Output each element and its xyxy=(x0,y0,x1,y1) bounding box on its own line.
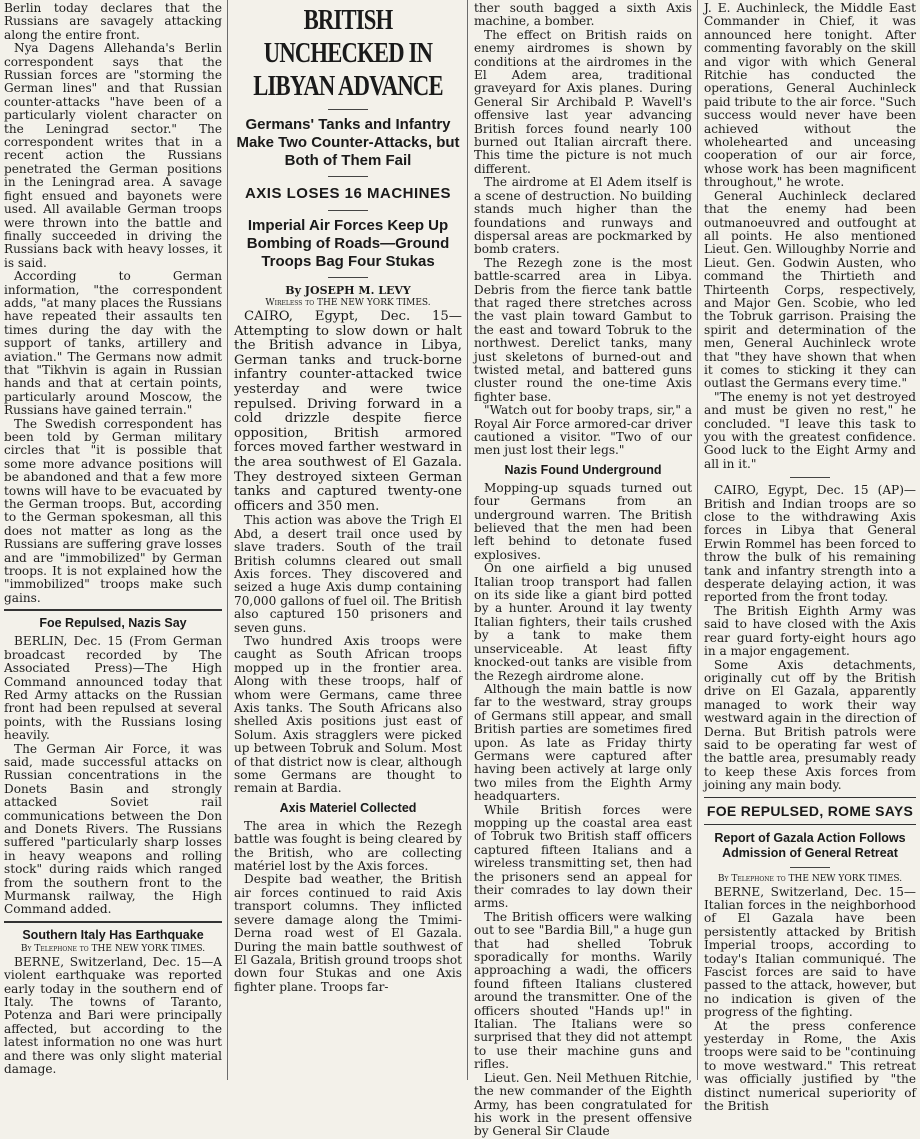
paragraph: BERNE, Switzerland, Dec. 15—A violent earthquake was reported early today in the southern end of Italy. The towns of Taranto, Potenza and Bari were principally affected, but according to the latest information no one was hurt and there was only slight material damage. xyxy=(4,954,222,1077)
paragraph: The effect on British raids on enemy airdromes is shown by conditions at the airdromes in the El Adem area, traditional graveyard for Axis planes. During General Sir Archibald P. Wavell's offensive last year advancing British forces found nearly 100 burned out Italian aircraft there. This time the picture is not much different. xyxy=(474,27,692,176)
paragraph: Some Axis detachments, originally cut off by the British drive on El Gazala, apparently managed to work their way westward again in the direction of Derna. But British patrols were said to be operating far west of the battle area, presumably ready to keep these Axis forces from joining any main body. xyxy=(704,657,916,793)
paragraph: The Swedish correspondent has been told by German military circles that "it is possible that some more advance positions will be abandoned and that a few more towns will have to be evacuated by the German troops. But, according to the German spokesman, all this does not matter as long as the Russians are suffering grave losses and are "immobilized" by German troops. It is not explained how the "immobilized" troops make such gains. xyxy=(4,416,222,605)
paragraph: The airdrome at El Adem itself is a scene of destruction. No building stands much higher than the foundations and runways and dispersal areas are pockmarked by bomb craters. xyxy=(474,175,692,257)
column-rule xyxy=(697,0,698,1080)
paragraph: BERNE, Switzerland, Dec. 15—Italian forces in the neighborhood of El Gazala have been persistently attacked by British Imperial troops, according to today's Italian communiqué. The Fascist forces are said to have passed to the attack, however, but no indication is given of the progress of the fighting. xyxy=(704,884,916,1020)
deck-headline: Imperial Air Forces Keep Up Bombing of Roads—Ground Troops Bag Four Stukas xyxy=(246,217,450,270)
paragraph: The German Air Force, it was said, made successful attacks on Russian concentrations in the Donets Basin and strongly attacked Soviet rail communications between the Don and Donets Rivers. The Russians suffered "particularly sharp losses in heavy weapons and rolling stock" during raids which ranged from the southern front to the Murmansk railway, the High Command added. xyxy=(4,741,222,917)
paragraph: Berlin today declares that the Russians are savagely attacking along the entire front. xyxy=(4,1,222,42)
divider xyxy=(790,477,830,478)
wire-credit: Wireless to THE NEW YORK TIMES. xyxy=(265,298,431,308)
deck-headline: AXIS LOSES 16 MACHINES xyxy=(244,185,452,202)
paragraph: On one airfield a big unused Italian troop transport had fallen on its side like a giant bird potted by a hunter. Around it lay twenty Italian fighters, their tails crushed by a tank to make them unserviceable. At least fifty knocked-out tanks are visible from the Rezegh airdrome alone. xyxy=(474,561,692,683)
column-4 xyxy=(700,0,920,1114)
column-rule xyxy=(467,0,468,1080)
paragraph: This action was above the Trigh El Abd, a desert trail once used by slave traders. South of the trail British columns cleared out small Axis forces. They discovered and seized a huge Axis dump containing 70,000 gallons of fuel oil. The British also captured 150 prisoners and seven guns. xyxy=(234,513,462,635)
main-headline: BRITISH UNCHECKED IN LIBYAN ADVANCE xyxy=(253,4,443,102)
paragraph: The British Eighth Army was said to have closed with the Axis rear guard forty-eight hours ago in a major engagement. xyxy=(704,603,916,659)
column-3 xyxy=(470,0,696,1139)
deck-headline: Germans' Tanks and Infantry Make Two Counter-Attacks, but Both of Them Fail xyxy=(236,116,460,169)
paragraph: The British officers were walking out to see "Bardia Bill," a huge gun that had shelled Tobruk sporadically for months. Warily approaching a wadi, the officers found fifteen Italians clustered around the transmitter. One of the officers shouted "Hands up!" in Italian. The Italians were so surprised that they did not attempt to use their machine guns and rifles. xyxy=(474,909,692,1072)
paragraph: According to German information, "the correspondent adds, "at many places the Russians have repeated their assaults ten times during the day with the support of tanks, artillery and aviation." The Germans now admit that "Tikhvin is again in Russian hands and that at certain points, particularly around Moscow, the Russians have gained terrain." xyxy=(4,269,222,418)
divider xyxy=(328,210,368,211)
divider xyxy=(328,176,368,177)
paragraph: ther south bagged a sixth Axis machine, a bomber. xyxy=(474,1,692,29)
paragraph: BERLIN, Dec. 15 (From German broadcast recorded by The Associated Press)—The High Command announced today that Red Army attacks on the Russian front had been repulsed at several points, with the Russians losing heavily. xyxy=(4,634,222,743)
paragraph: At the press conference yesterday in Rome, the Axis troops were said to be "continuing to move westward." This retreat was officially justified by "the distinct numerical superiority of the British xyxy=(704,1018,916,1114)
paragraph: "The enemy is not yet destroyed and must be given no rest," he concluded. "I leave this task to you with the greatest confidence. Good luck to the Eight Army and all in it." xyxy=(704,389,916,471)
subhead: Nazis Found Underground xyxy=(504,462,662,477)
column-1 xyxy=(0,0,226,1080)
wire-credit: By Telephone to THE NEW YORK TIMES. xyxy=(717,873,903,884)
headline-foe-repulsed: Foe Repulsed, Nazis Say xyxy=(39,616,187,631)
paragraph: CAIRO, Egypt, Dec. 15 (AP)—British and Indian troops are so close to the withdrawing Axis forces in Libya that General Erwin Rommel has been forced to throw the bulk of his remaining tank and infantry strength into a desperate delaying action, it was reported from the front today. xyxy=(704,483,916,605)
paragraph: General Auchinleck declared that the enemy had been outmanoeuvred and outfought at all points. He also mentioned Lieut. Gen. Willoughby Norrie and Lieut. Gen. Godwin Austen, who command the Thirtieth and Thirteenth Corps, respectively, and Major Gen. Scobie, who led the Tobruk garrison. Praising the spirit and determination of the men, General Auchinleck wrote that "they have shown that when it comes to sticking it they can outlast the Germans every time." xyxy=(704,188,916,391)
paragraph: J. E. Auchinleck, the Middle East Commander in Chief, it was announced here tonight. After commenting favorably on the skill and vigor with which General Ritchie has conducted the operations, General Auchinleck paid tribute to the air force. "Such success would never have been achieved without the wholehearted and unceasing cooperation of our air force, whose work has been magnificent throughout," he wrote. xyxy=(704,1,917,190)
paragraph: Nya Dagens Allehanda's Berlin correspondent says that the Russian forces are "storming the German lines" and that Russian counter-attacks "have been of a particularly violent character on the Leningrad sector." The correspondent writes that in a recent action the Russians penetrated the German positions in the Leningrad area. A savage fight ensued and bayonets were used. All available German troops were thrown into the battle and finally succeeded in driving the Russians back with heavy losses, it is said. xyxy=(4,41,222,270)
divider xyxy=(328,277,368,278)
divider xyxy=(4,609,222,611)
headline-earthquake: Southern Italy Has Earthquake xyxy=(22,927,204,942)
paragraph: Although the main battle is now far to the westward, stray groups of Germans still appear, and small British parties are sometimes fired upon. As late as Friday thirty Germans were captured after having been actively at large only two miles from the Eighth Army headquarters. xyxy=(474,681,692,804)
column-rule xyxy=(227,0,228,1080)
divider xyxy=(4,921,222,923)
paragraph: Mopping-up squads turned out four Germans from an underground warren. The British believed that the men had been left behind to detonate fused explosives. xyxy=(474,480,692,562)
wire-credit: By Telephone to THE NEW YORK TIMES. xyxy=(20,943,206,954)
paragraph: While British forces were mopping up the coastal area east of Tobruk two British staff officers captured fifteen Italians and a wireless transmitting set, then had the prisoners send an appeal for their comrades to lay down their arms. xyxy=(474,802,692,911)
subhead: Axis Materiel Collected xyxy=(279,800,417,815)
divider xyxy=(790,867,830,868)
paragraph: The Rezegh zone is the most battle-scarred area in Libya. Debris from the fierce tank battle that raged there stretches across the vast plain toward Gambut to the east and toward Tobruk to the northwest. Derelict tanks, many just skeletons of burned-out and twisted metal, and battered guns cluster round the one-time Axis fighter base. xyxy=(474,255,692,404)
headline-box xyxy=(704,797,916,825)
paragraph: Two hundred Axis troops were caught as South African troops mopped up in the frontier area. Along with these troops, half of whom were Germans, came three Axis tanks. The South Africans also shelled Axis positions just east of Solum. Axis stragglers were picked up between Tobruk and Solum. Most of that district now is clear, although some Germans are thought to remain at Bardia. xyxy=(234,633,462,796)
divider xyxy=(328,109,368,110)
paragraph: Lieut. Gen. Neil Methuen Ritchie, the new commander of the Eighth Army, has been congratulated for his work in the present offensive by General Sir Claude xyxy=(474,1070,692,1139)
paragraph: The area in which the Rezegh battle was fought is being cleared by the British, who are collecting matériel lost by the Axis forces. xyxy=(234,818,462,874)
column-2 xyxy=(230,0,466,1080)
byline: By JOSEPH M. LEVY xyxy=(285,284,411,297)
paragraph: Despite bad weather, the British air forces continued to raid Axis transport columns. They inflicted severe damage along the Tmimi-Derna road west of El Gazala. During the main battle southwest of El Gazala, British ground troops shot down four Stukas and one Axis fighter plane. Troops far- xyxy=(234,872,462,994)
paragraph: "Watch out for booby traps, sir," a Royal Air Force armored-car driver cautioned a visitor. "Two of our men just lost their legs." xyxy=(474,403,692,458)
subhead: Report of Gazala Action Follows Admission of General Retreat xyxy=(714,830,906,860)
paragraph: CAIRO, Egypt, Dec. 15—Attempting to slow down or halt the British advance in Libya, German tanks and truck-borne infantry counter-attacked twice yesterday and were twice repulsed. Driving forward in a cold drizzle despite fierce opposition, British armored forces moved farther westward in the area southwest of El Gazala. They destroyed sixteen German tanks and captured twenty-one officers and 350 men. xyxy=(234,309,462,514)
headline-rome: FOE REPULSED, ROME SAYS xyxy=(706,802,914,819)
